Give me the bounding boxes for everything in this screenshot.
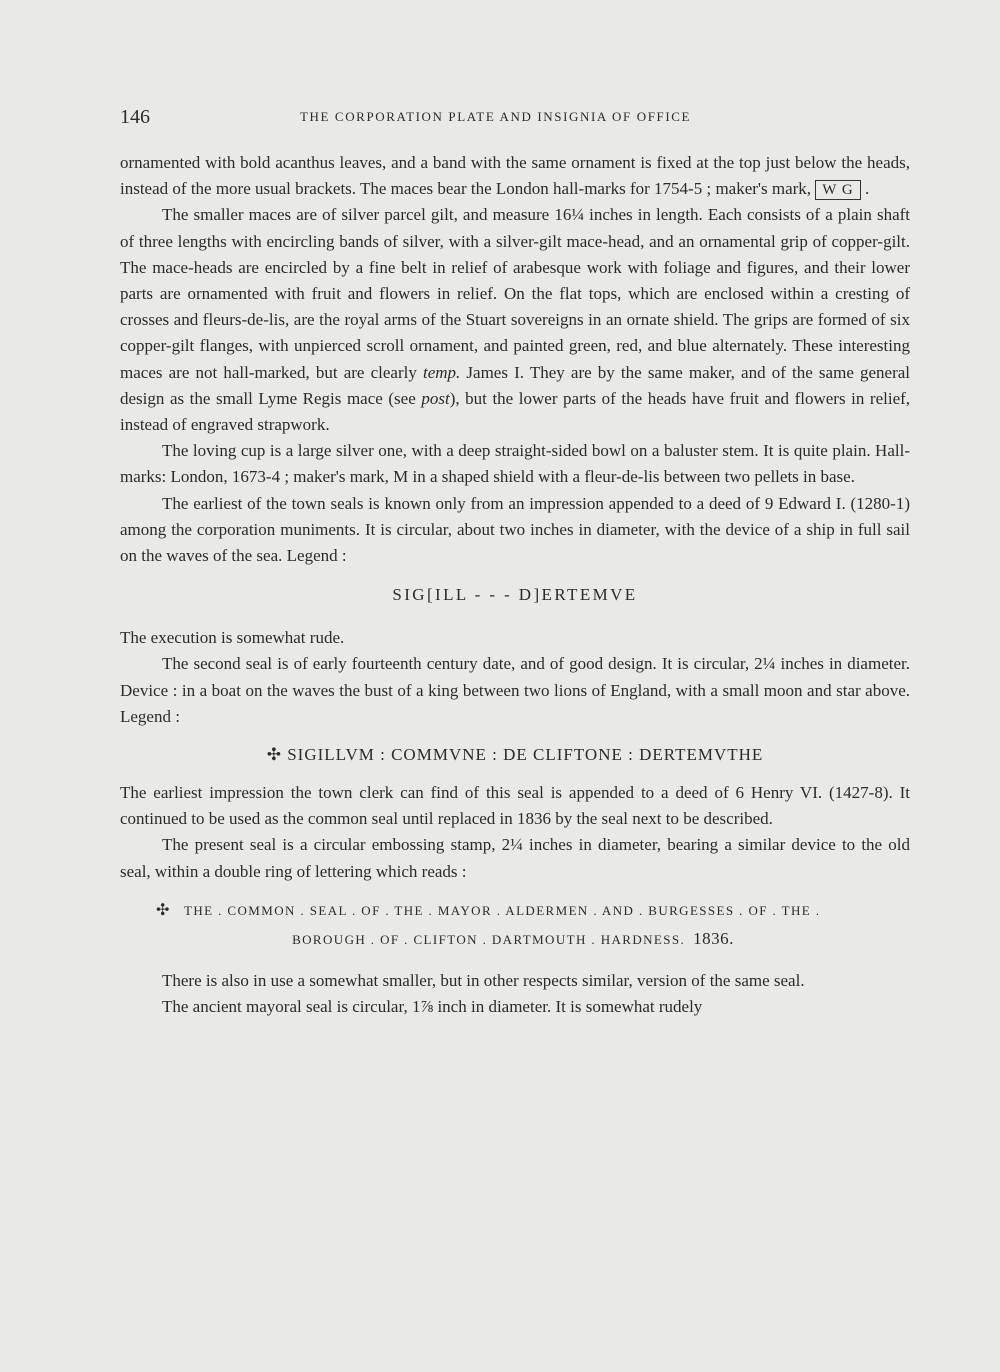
- paragraph-second-seal: The second seal is of early fourteenth century date, and of good design. It is circular, 2¼ inches in diameter. Device : in a boat on the waves the bust of a king between two lions of England, with a small moon and star above. Legend :: [120, 654, 910, 726]
- running-title: THE CORPORATION PLATE AND INSIGNIA OF OFFICE: [300, 109, 692, 124]
- italic-post: post: [421, 388, 450, 408]
- paragraph-large-maces: ornamented with bold acanthus leaves, and a band with the same ornament is fixed at the top just below the heads, instead of the more usual brackets. The maces bear the London hall-marks for 1754-5 ; maker's mark, W G .: [120, 153, 910, 199]
- legend-line-1: THE . COMMON . SEAL . OF . THE . MAYOR . ALDERMEN . AND . BURGESSES . OF . THE .: [184, 902, 821, 918]
- paragraph-smaller-maces: The smaller maces are of silver parcel gilt, and measure 16¼ inches in length. Each consists of a plain shaft of three lengths with encircling bands of silver, with a silver-gilt mace-head, and an ornamental grip of copper-gilt. The mace-heads are encircled by a fine belt in relief of arabesque work with foliage and figures, and their lower parts are ornamented with fruit and flowers in relief. On the flat tops, which are enclosed within a cresting of crosses and fleurs-de-lis, are the royal arms of the Stuart sovereigns in an ornate shield. The grips are formed of six copper-gilt flanges, with unpierced scroll ornament, and painted green, red, and blue alternately. These interesting maces are not hall-marked, but are clearly temp. James I. They are by the same maker, and of the same general design as the small Lyme Regis mace (see post), but the lower parts of the heads have fruit and flowers in relief, instead of engraved strapwork.: [120, 205, 911, 435]
- legend-second-seal: ✣ SIGILLVM : COMMVNE : DE CLIFTONE : DERTEMVTHE: [266, 745, 764, 765]
- paragraph-present-seal: The present seal is a circular embossing stamp, 2¼ inches in diameter, bearing a similar device to the old seal, within a double ring of lettering which reads :: [120, 835, 910, 881]
- paragraph-earliest-seal: The earliest of the town seals is known only from an impression appended to a deed of 9 Edward I. (1280-1) among the corporation muniments. It is circular, about two inches in diameter, with the device of a ship in full sail on the waves of the sea. Legend :: [120, 493, 910, 566]
- page-body: [120, 150, 910, 1020]
- legend-year: 1836.: [693, 928, 734, 948]
- paragraph-impression: The earliest impression the town clerk can find of this seal is appended to a deed of 6 Henry VI. (1427-8). It continued to be used as the common seal until replaced in 1836 by the seal next to be described.: [120, 783, 910, 829]
- legend-earliest-seal: SIG[ILL - - - D]ERTEMVE: [392, 585, 638, 605]
- cross-ornament-icon: ✣: [156, 901, 171, 919]
- paragraph-execution: The execution is somewhat rude.: [120, 628, 345, 648]
- makers-mark-box: W G: [815, 180, 860, 200]
- page-number: 146: [120, 106, 150, 128]
- italic-temp: temp.: [422, 362, 461, 382]
- paragraph-smaller-version: There is also in use a somewhat smaller, but in other respects similar, version of the same seal.: [162, 970, 805, 990]
- legend-line-2: BOROUGH . OF . CLIFTON . DARTMOUTH . HARDNESS. 1836.: [292, 928, 734, 948]
- paragraph-loving-cup: The loving cup is a large silver one, with a deep straight-sided bowl on a baluster stem. It is quite plain. Hall-marks: London, 1673-4 ; maker's mark, M in a shaped shield with a fleur-de-lis between two pellets in base.: [120, 441, 910, 487]
- page-header: [120, 106, 910, 130]
- legend-present-seal: [120, 897, 910, 954]
- paragraph-mayoral-seal: The ancient mayoral seal is circular, 1⅞ inch in diameter. It is somewhat rudely: [162, 997, 703, 1017]
